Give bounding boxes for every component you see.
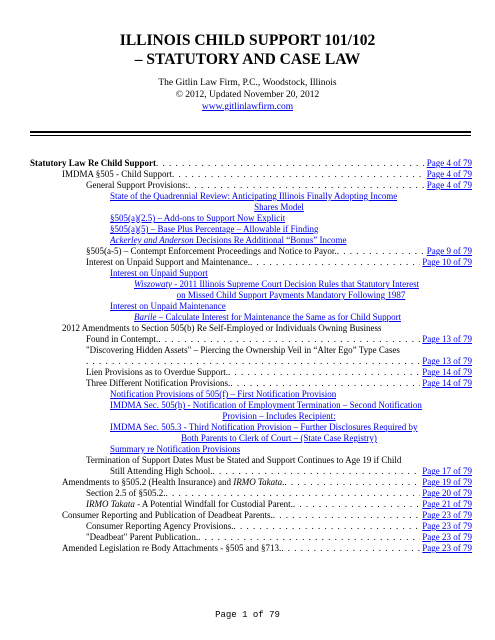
leader-dots	[188, 180, 425, 191]
toc-link[interactable]: §505(a)(5) – Base Plus Percentage – Allowable if Finding	[110, 224, 319, 234]
firm-name: The Gitlin Law Firm, P.C., Woodstock, Illinois	[158, 78, 337, 88]
leader-dots	[273, 510, 421, 521]
leader-dots	[281, 543, 420, 554]
toc-link[interactable]: Notification Provisions of 505(f) – First Notification Provision	[110, 389, 337, 399]
toc-entry-title: General Support Provisions:	[86, 180, 188, 190]
case-name: IRMO Takata	[86, 499, 135, 509]
leader-dots	[284, 477, 420, 488]
toc-page-link[interactable]: Page 23 of 79	[422, 510, 472, 520]
toc-entry[interactable]	[86, 378, 472, 389]
toc-link[interactable]: Both Parents to Clerk of Court – (State Case Registry)	[181, 433, 377, 443]
toc-entry-title: Consumer Reporting Agency Provisions.	[86, 521, 234, 531]
toc-entry-title: "Deadbeat" Parent Publication.	[86, 532, 199, 542]
toc-entry-title: Section 2.5 of §505.2.	[86, 488, 166, 498]
leader-dots	[337, 246, 425, 257]
toc-link[interactable]: Shares Model	[254, 202, 304, 212]
toc-entry[interactable]	[62, 169, 472, 180]
toc-entry[interactable]	[62, 543, 472, 554]
toc-entry-title: Found in Contempt.	[86, 334, 159, 344]
toc-page-link[interactable]: Page 14 of 79	[422, 367, 472, 377]
toc-link[interactable]: on Missed Child Support Payments Mandatory Following 1987	[176, 290, 406, 300]
toc-link[interactable]: Interest on Unpaid Maintenance	[110, 301, 226, 311]
toc-page-link[interactable]: Page 4 of 79	[426, 158, 472, 168]
toc-page-link[interactable]: Page 21 of 79	[422, 499, 472, 509]
toc-link-text: - 2011 Illinois Supreme Court Decision Rules that Statutory Interest	[172, 279, 420, 289]
toc-link[interactable]: Interest on Unpaid Support	[110, 268, 208, 278]
toc-page-link[interactable]: Page 9 of 79	[426, 246, 472, 256]
toc-link[interactable]: IMDMA Sec. 505(h) - Notification of Employment Termination – Second Notification	[110, 400, 422, 410]
toc-entry[interactable]	[86, 499, 472, 510]
case-name: Ackerley and Anderson	[110, 235, 194, 245]
leader-dots	[230, 378, 420, 389]
toc-entry-title	[86, 499, 293, 510]
case-name: Wiszowaty	[134, 279, 173, 289]
toc-page-link[interactable]: Page 4 of 79	[426, 180, 472, 190]
toc-page-link[interactable]: Page 23 of 79	[422, 521, 472, 531]
toc-entry[interactable]	[86, 180, 472, 191]
toc-link[interactable]: Provision – Includes Recipient:	[222, 411, 336, 421]
toc-entry-text: - A Potential Windfall for Custodial Parent.	[134, 499, 293, 509]
website-link[interactable]: www.gitlinlawfirm.com	[201, 102, 294, 112]
leader-dots	[172, 169, 425, 180]
toc-page-link[interactable]: Page 14 of 79	[422, 378, 472, 388]
toc-entry[interactable]	[62, 510, 472, 521]
toc-link[interactable]	[134, 279, 419, 290]
toc-entry[interactable]	[86, 246, 472, 257]
toc-page-link[interactable]: Page 13 of 79	[422, 334, 472, 344]
toc-page-link[interactable]: Page 19 of 79	[422, 477, 472, 487]
leader-dots	[166, 488, 421, 499]
toc-entry-title: "Discovering Hidden Assets" – Piercing the Ownership Veil in “Alter Ego” Type Cases	[86, 345, 400, 355]
toc-entry-title: Statutory Law Re Child Support	[30, 158, 157, 168]
toc-entry-title: Termination of Support Dates Must be Stated and Support Continues to Age 19 if Child	[86, 455, 402, 465]
toc-link[interactable]: State of the Quadrennial Review: Anticipating Illinois Finally Adopting Income	[110, 191, 398, 201]
page-footer: Page 1 of 79	[215, 610, 280, 620]
toc-entry-title: Still Attending High School.	[110, 466, 213, 476]
toc-page-link[interactable]: Page 23 of 79	[422, 543, 472, 553]
toc-entry[interactable]	[86, 521, 472, 532]
toc-entry[interactable]	[86, 367, 472, 378]
toc-page-link[interactable]: Page 10 of 79	[422, 257, 472, 267]
toc-entry-text: Amendments to §505.2 (Health Insurance) and	[62, 477, 234, 487]
leader-dots	[86, 356, 420, 367]
case-name: IRMO Takata	[233, 477, 283, 487]
header-divider-thick	[30, 131, 471, 133]
leader-dots	[228, 367, 420, 378]
toc-page-link[interactable]: Page 13 of 79	[422, 356, 472, 366]
leader-dots	[156, 158, 425, 169]
leader-dots	[198, 532, 420, 543]
toc-link-text: Decisions Re Additional “Bonus” Income	[193, 235, 347, 245]
header-divider-thin	[30, 135, 471, 136]
leader-dots	[213, 466, 421, 477]
toc-entry[interactable]	[86, 488, 472, 499]
leader-dots	[293, 499, 420, 510]
toc-entry[interactable]	[62, 477, 472, 488]
toc-entry-title: §505(a-5) – Contempt Enforcement Proceedings and Notice to Payor.	[86, 246, 337, 256]
toc-entry-text: .	[282, 477, 285, 487]
toc-entry[interactable]	[86, 334, 472, 345]
website-row	[0, 101, 495, 113]
toc-page-link[interactable]: Page 23 of 79	[422, 532, 472, 542]
toc-page-link[interactable]: Page 17 of 79	[422, 466, 472, 476]
leader-dots	[250, 257, 420, 268]
leader-dots	[158, 334, 420, 345]
toc-entry-title: Three Different Notification Provisions.	[86, 378, 231, 388]
document-title-line2: – STATUTORY AND CASE LAW	[134, 51, 361, 68]
toc-entry[interactable]	[86, 356, 472, 367]
toc-entry-title: Lien Provisions as to Overdue Support.	[86, 367, 228, 377]
toc-entry[interactable]	[110, 466, 472, 477]
toc-entry[interactable]	[86, 532, 472, 543]
leader-dots	[234, 521, 421, 532]
toc-page-link[interactable]: Page 4 of 79	[426, 169, 472, 179]
toc-entry-title	[62, 477, 284, 488]
case-name: Barile	[134, 312, 157, 322]
toc-link[interactable]	[110, 235, 347, 246]
document-title-line1: ILLINOIS CHILD SUPPORT 101/102	[119, 32, 376, 49]
toc-link[interactable]: IMDMA Sec. 505.3 - Third Notification Provision – Further Disclosures Required by	[110, 422, 418, 432]
toc-entry-title: Amended Legislation re Body Attachments - §505 and §713.	[62, 543, 282, 553]
copyright-line: © 2012, Updated November 20, 2012	[175, 90, 320, 100]
toc-link-text: – Calculate Interest for Maintenance the Same as for Child Support	[156, 312, 402, 322]
toc-entry-title: Interest on Unpaid Support and Maintenance.	[86, 257, 250, 267]
toc-entry-title: Consumer Reporting and Publication of Deadbeat Parents.	[62, 510, 273, 520]
toc-page-link[interactable]: Page 20 of 79	[422, 488, 472, 498]
toc-entry-title: IMDMA §505 - Child Support	[62, 169, 173, 179]
toc-link[interactable]	[134, 312, 401, 323]
toc-entry[interactable]	[86, 257, 472, 268]
toc-entry-title: 2012 Amendments to Section 505(b) Re Self-Employed or Individuals Owning Business	[62, 323, 382, 333]
toc-link[interactable]: §505(a)(2.5) – Add-ons to Support Now Explicit	[110, 213, 286, 223]
toc-entry[interactable]	[30, 158, 472, 169]
toc-link[interactable]: Summary re Notification Provisions	[110, 444, 241, 454]
